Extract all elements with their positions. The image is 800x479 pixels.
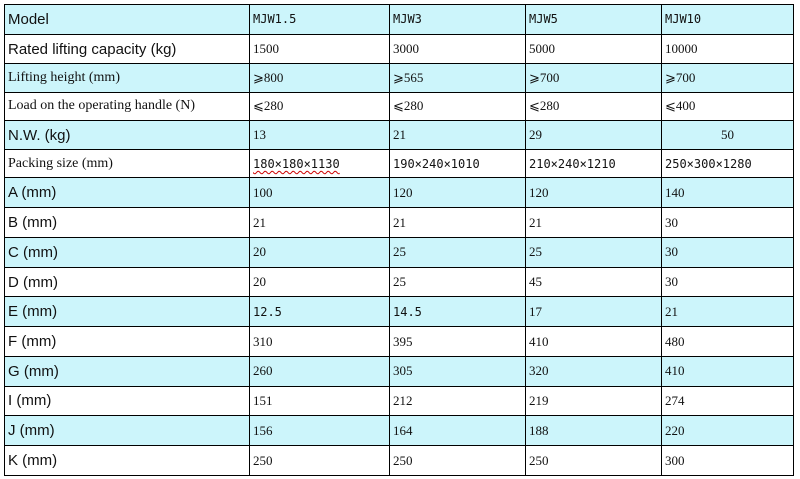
row-label: B (mm)	[5, 208, 250, 238]
row-label: I (mm)	[5, 386, 250, 416]
cell-value: 300	[662, 446, 794, 476]
header-label: Model	[5, 5, 250, 35]
cell-value: 20	[250, 267, 390, 297]
cell-value: ⩽280	[250, 92, 390, 120]
cell-value: 220	[662, 416, 794, 446]
cell-value: 260	[250, 356, 390, 386]
cell-value: 3000	[390, 34, 526, 64]
cell-value: 30	[662, 267, 794, 297]
cell-value: ⩽280	[390, 92, 526, 120]
cell-value: 21	[390, 208, 526, 238]
cell-value: 305	[390, 356, 526, 386]
row-label: D (mm)	[5, 267, 250, 297]
cell-value: 21	[390, 120, 526, 150]
cell-value: 25	[526, 237, 662, 267]
table-row	[5, 416, 794, 446]
table-row	[5, 150, 794, 178]
table-row	[5, 267, 794, 297]
table-row	[5, 120, 794, 150]
cell-value: 45	[526, 267, 662, 297]
cell-value: ⩾700	[526, 64, 662, 92]
cell-value: ⩽280	[526, 92, 662, 120]
row-label: Rated lifting capacity (kg)	[5, 34, 250, 64]
table-row	[5, 356, 794, 386]
cell-value: 140	[662, 178, 794, 208]
cell-value: 30	[662, 208, 794, 238]
table-row	[5, 92, 794, 120]
cell-value: 212	[390, 386, 526, 416]
cell-value	[250, 150, 390, 178]
cell-value: 50	[662, 120, 794, 150]
row-label: G (mm)	[5, 356, 250, 386]
table-row	[5, 178, 794, 208]
cell-value: 250	[390, 446, 526, 476]
table-row	[5, 446, 794, 476]
cell-value: 310	[250, 327, 390, 357]
cell-value: 480	[662, 327, 794, 357]
row-label: F (mm)	[5, 327, 250, 357]
cell-value: 30	[662, 237, 794, 267]
row-label: A (mm)	[5, 178, 250, 208]
row-label: E (mm)	[5, 297, 250, 327]
row-label: Packing size (mm)	[5, 150, 250, 178]
cell-value: 29	[526, 120, 662, 150]
row-label: N.W. (kg)	[5, 120, 250, 150]
table-row	[5, 237, 794, 267]
cell-value: 21	[662, 297, 794, 327]
cell-value: 120	[526, 178, 662, 208]
row-label: C (mm)	[5, 237, 250, 267]
cell-value: 12.5	[250, 297, 390, 327]
cell-value: 25	[390, 267, 526, 297]
spec-table	[4, 4, 794, 476]
cell-value: 210×240×1210	[526, 150, 662, 178]
cell-value: 156	[250, 416, 390, 446]
cell-value: 320	[526, 356, 662, 386]
cell-value: ⩾800	[250, 64, 390, 92]
table-row	[5, 386, 794, 416]
cell-value: 188	[526, 416, 662, 446]
spellcheck-text: 180×180×1130	[253, 156, 340, 171]
table-row	[5, 208, 794, 238]
table-row	[5, 297, 794, 327]
cell-value: 151	[250, 386, 390, 416]
cell-value: 410	[526, 327, 662, 357]
cell-value: 20	[250, 237, 390, 267]
cell-value: 100	[250, 178, 390, 208]
row-label: K (mm)	[5, 446, 250, 476]
table-row	[5, 327, 794, 357]
cell-value: 13	[250, 120, 390, 150]
cell-value: 5000	[526, 34, 662, 64]
cell-value: ⩾700	[662, 64, 794, 92]
header-row	[5, 5, 794, 35]
model-name: MJW5	[526, 5, 662, 35]
cell-value: 274	[662, 386, 794, 416]
cell-value: 21	[250, 208, 390, 238]
cell-value: 395	[390, 327, 526, 357]
cell-value: 25	[390, 237, 526, 267]
row-label: J (mm)	[5, 416, 250, 446]
cell-value: 250×300×1280	[662, 150, 794, 178]
table-row	[5, 34, 794, 64]
table-row	[5, 64, 794, 92]
row-label: Lifting height (mm)	[5, 64, 250, 92]
cell-value: 10000	[662, 34, 794, 64]
cell-value: 120	[390, 178, 526, 208]
cell-value: 164	[390, 416, 526, 446]
model-name: MJW3	[390, 5, 526, 35]
cell-value: 14.5	[390, 297, 526, 327]
cell-value: 219	[526, 386, 662, 416]
cell-value: ⩾565	[390, 64, 526, 92]
cell-value: 190×240×1010	[390, 150, 526, 178]
cell-value: 410	[662, 356, 794, 386]
cell-value: 250	[526, 446, 662, 476]
cell-value: 1500	[250, 34, 390, 64]
cell-value: 250	[250, 446, 390, 476]
row-label: Load on the operating handle (N)	[5, 92, 250, 120]
cell-value: 21	[526, 208, 662, 238]
model-name: MJW1.5	[250, 5, 390, 35]
cell-value: 17	[526, 297, 662, 327]
model-name: MJW10	[662, 5, 794, 35]
cell-value: ⩽400	[662, 92, 794, 120]
